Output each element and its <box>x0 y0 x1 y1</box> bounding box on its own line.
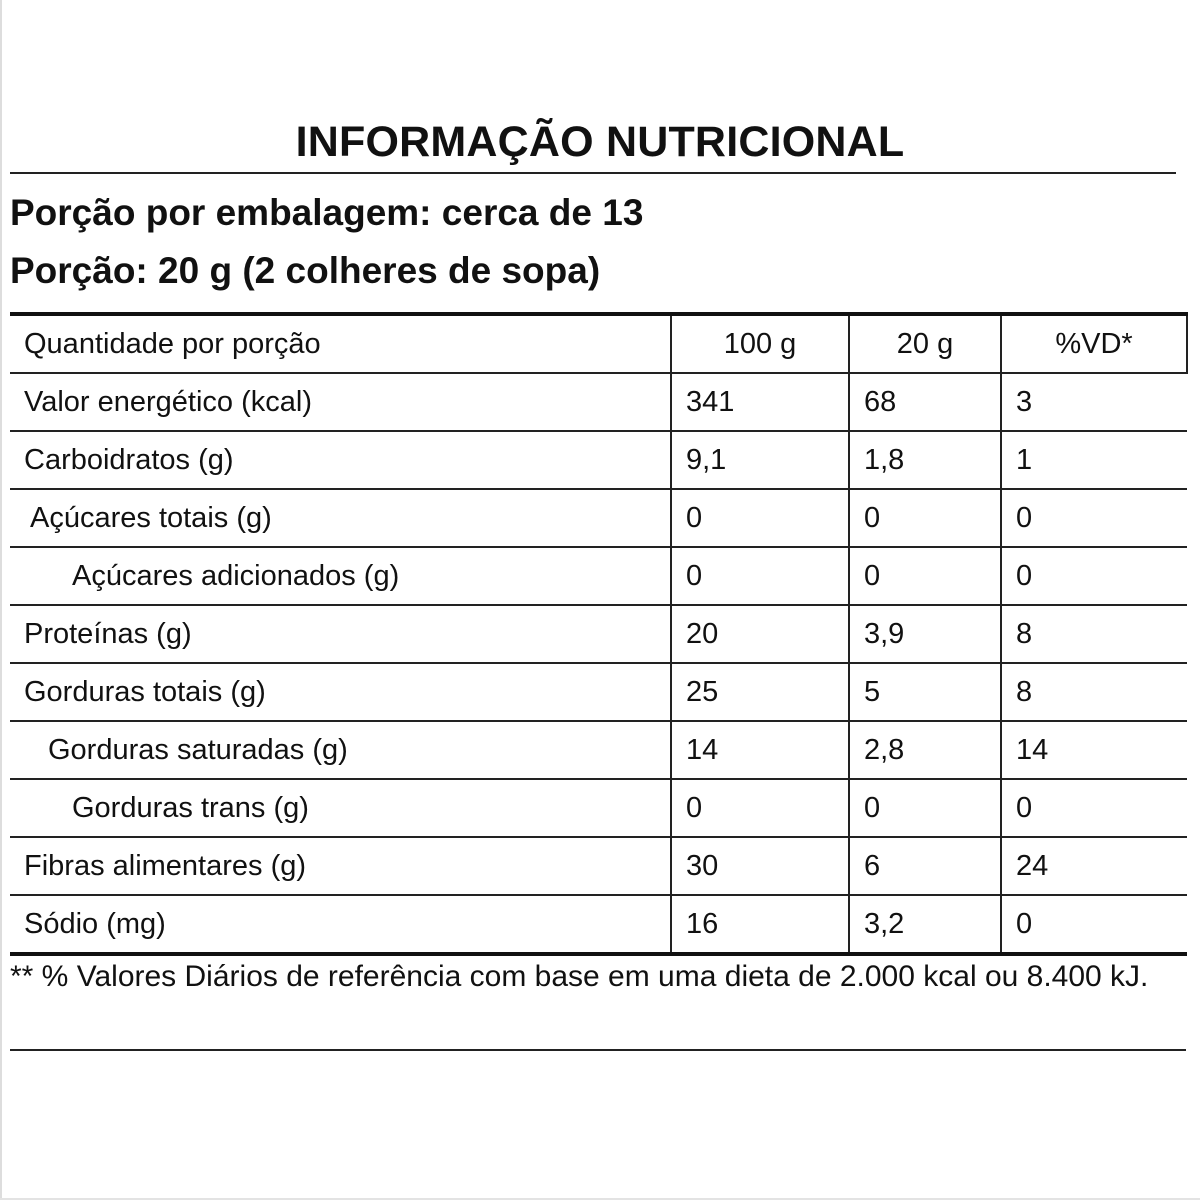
table-row <box>10 895 1187 954</box>
value-daily-percent: 0 <box>1001 489 1187 547</box>
nutrient-name: Carboidratos (g) <box>10 431 671 489</box>
value-per-100g: 25 <box>671 663 849 721</box>
nutrition-title: INFORMAÇÃO NUTRICIONAL <box>295 118 905 166</box>
value-daily-percent: 0 <box>1016 907 1033 940</box>
nutrient-name: Gorduras trans (g) <box>10 779 671 837</box>
table-row <box>10 373 1187 431</box>
value-per-100g: 16 <box>671 895 849 954</box>
table-row <box>10 547 1187 605</box>
serving-size: Porção: 20 g (2 colheres de sopa) <box>10 250 601 291</box>
value-daily-percent: 0 <box>1001 779 1187 837</box>
value-per-100g: 0 <box>671 779 849 837</box>
value-per-100g: 0 <box>671 489 849 547</box>
header-daily-value: %VD* <box>1001 314 1187 373</box>
table-row <box>10 779 1187 837</box>
footnote-divider <box>10 1049 1186 1051</box>
value-per-20g: 6 <box>849 837 1001 895</box>
value-per-20g: 2,8 <box>849 721 1001 779</box>
value-daily-percent: 0 <box>1001 547 1187 605</box>
nutrient-name: Sódio (mg) <box>10 895 671 954</box>
value-per-100g: 341 <box>671 373 849 431</box>
table-row <box>10 663 1187 721</box>
value-per-100g: 14 <box>671 721 849 779</box>
value-per-100g: 20 <box>671 605 849 663</box>
value-daily-percent: 24 <box>1001 837 1187 895</box>
table-row <box>10 721 1187 779</box>
table-row <box>10 837 1187 895</box>
title-divider <box>10 172 1176 174</box>
value-per-20g: 5 <box>849 663 1001 721</box>
nutrient-name: Proteínas (g) <box>10 605 671 663</box>
value-daily-percent: 8 <box>1001 605 1187 663</box>
nutrient-name: Fibras alimentares (g) <box>10 837 671 895</box>
value-per-20g: 0 <box>849 547 1001 605</box>
servings-per-package: Porção por embalagem: cerca de 13 <box>10 192 644 233</box>
table-row <box>10 431 1187 489</box>
value-daily-percent: 1 <box>1001 431 1187 489</box>
nutrient-name: Açúcares adicionados (g) <box>10 547 671 605</box>
header-quantity-per-serving: Quantidade por porção <box>10 314 671 373</box>
nutrient-name: Açúcares totais (g) <box>10 489 671 547</box>
value-per-100g: 9,1 <box>671 431 849 489</box>
value-daily-percent: 14 <box>1001 721 1187 779</box>
nutrient-name: Gorduras totais (g) <box>10 663 671 721</box>
table-row <box>10 489 1187 547</box>
value-per-20g: 3,2 <box>849 895 1001 954</box>
value-per-20g: 1,8 <box>849 431 1001 489</box>
nutrient-name: Gorduras saturadas (g) <box>10 721 671 779</box>
value-per-20g: 3,9 <box>849 605 1001 663</box>
header-per-20g: 20 g <box>849 314 1001 373</box>
table-row <box>10 605 1187 663</box>
nutrient-name: Valor energético (kcal) <box>10 373 671 431</box>
value-per-100g: 30 <box>671 837 849 895</box>
table-header-row <box>10 314 1187 373</box>
value-per-20g: 68 <box>849 373 1001 431</box>
page-edge <box>0 0 2 1200</box>
value-per-20g: 0 <box>849 489 1001 547</box>
header-per-100g: 100 g <box>671 314 849 373</box>
daily-value-footnote: ** % Valores Diários de referência com base em uma dieta de 2.000 kcal ou 8.400 kJ. <box>10 960 1149 993</box>
value-daily-percent: 8 <box>1001 663 1187 721</box>
nutrition-table <box>10 312 1188 956</box>
value-daily-percent: 3 <box>1001 373 1187 431</box>
value-per-20g: 0 <box>849 779 1001 837</box>
value-per-100g: 0 <box>671 547 849 605</box>
